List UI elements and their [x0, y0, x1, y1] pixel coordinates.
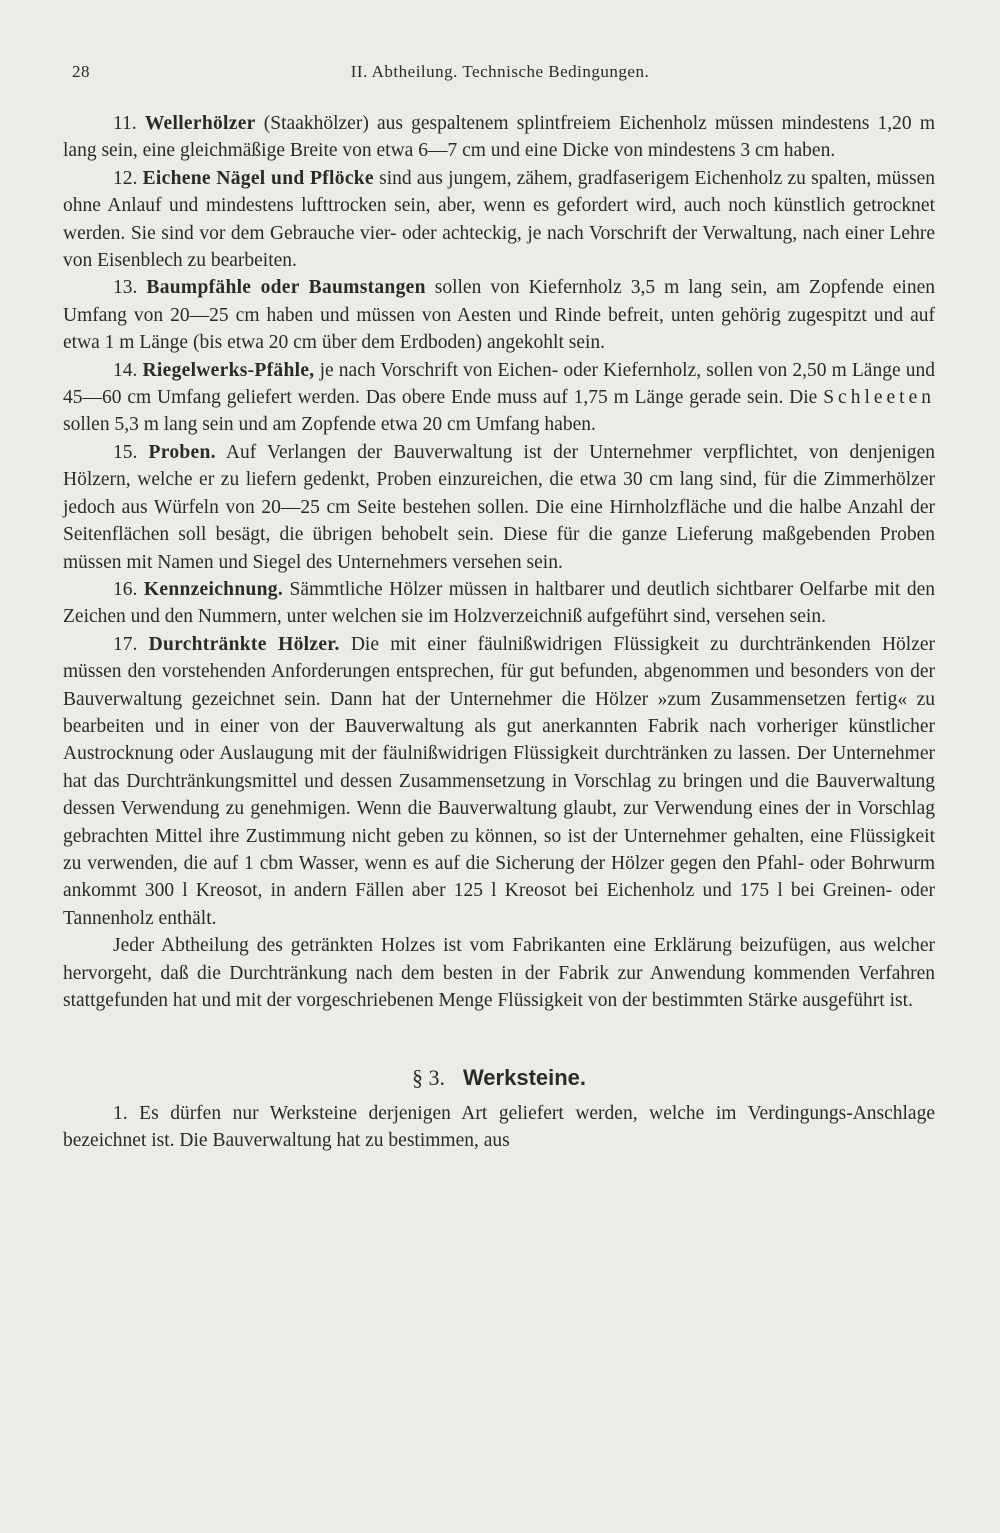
paragraph-15	[63, 439, 935, 576]
paragraph-17-continuation	[63, 932, 935, 1014]
running-title: II. Abtheilung. Technische Bedingungen.	[350, 62, 650, 81]
item-text: je nach Vorschrift von Eichen- oder Kiefernholz, sollen von 2,50 m Länge und 45—60 cm Umfang geliefert werden. Das obere Ende muss auf 1,75 m Länge gerade sein. Die	[63, 359, 936, 409]
item-text: Es dürfen nur Werksteine derjenigen Art geliefert werden, welche im Verdingungs-Anschlage bezeichnet ist. Die Bauverwaltung hat zu bestimmen, aus	[63, 1102, 935, 1152]
item-text: sind aus jungem, zähem, gradfaserigem Eichenholz zu spalten, müssen ohne Anlauf und mindestens lufttrocken sein, aber, wenn es gefordert wird, auch noch künstlich getrocknet werden. Sie sind vor dem Gebrauche vier- oder achteckig, je nach Vorschrift der Verwaltung, nach einer Lehre von Eisenblech zu bearbeiten.	[63, 167, 935, 272]
item-number: 17.	[113, 633, 138, 655]
page-number: 28	[72, 62, 90, 81]
section-title: Werksteine.	[462, 1065, 587, 1091]
paragraph-14	[63, 357, 935, 439]
item-number: 1.	[113, 1102, 128, 1124]
item-heading: Riegelwerks-Pfähle,	[142, 359, 315, 381]
item-text: Auf Verlangen der Bauverwaltung ist der Unternehmer verpflichtet, von denjenigen Hölzern, welche er zu liefern gedenkt, Proben einzureichen, die etwa 30 cm lang sind, für die Zimmerhölzer jedoch aus Würfeln von 20—25 cm Seite bestehen sollen. Die eine Hirnholzfläche und die halbe Anzahl der Seitenflächen soll besägt, die übrigen behobelt sein. Diese für die ganze Lieferung maßgebenden Proben müssen mit Namen und Siegel des Unternehmers versehen sein.	[63, 441, 936, 573]
section-heading	[63, 1064, 935, 1091]
paragraph-12	[63, 165, 935, 275]
item-text: Jeder Abtheilung des getränkten Holzes ist vom Fabrikanten eine Erklärung beizufügen, aus welcher hervorgeht, daß die Durchtränkung nach dem besten in der Fabrik zur Anwendung kommenden Verfahren stattgefunden hat und mit der vorgeschriebenen Menge Flüssigkeit von der bestimmten Stärke ausgeführt ist.	[63, 935, 935, 1011]
spaced-term: Schleeten	[823, 387, 935, 409]
item-heading: Baumpfähle oder Baumstangen	[146, 277, 426, 299]
document-body	[63, 110, 935, 1155]
paragraph-17	[63, 631, 935, 932]
item-text: Sämmtliche Hölzer müssen in haltbarer und deutlich sichtbarer Oelfarbe mit den Zeichen und den Nummern, unter welchen sie im Holzverzeichniß aufgeführt sind, versehen sein.	[63, 578, 936, 628]
item-heading: Durchtränkte Hölzer.	[148, 633, 340, 655]
page-header	[72, 62, 928, 86]
section-paragraph-1	[63, 1100, 935, 1155]
item-heading: Wellerhölzer	[144, 113, 256, 134]
item-text: sollen von Kiefernholz 3,5 m lang sein, am Zopfende einen Umfang von 20—25 cm haben und müssen von Aesten und Rinde befreit, unten gehörig zugespitzt und auf etwa 1 m Länge (bis etwa 20 cm über dem Erdboden) angekohlt sein.	[63, 277, 936, 354]
item-number: 16.	[113, 578, 138, 600]
item-heading: Kennzeichnung.	[143, 578, 283, 600]
item-text: sollen 5,3 m lang sein und am Zopfende etwa 20 cm Umfang haben.	[63, 414, 596, 436]
item-number: 12.	[113, 167, 138, 189]
paragraph-16	[63, 576, 935, 631]
paragraph-13	[63, 274, 935, 356]
paragraph-11	[63, 110, 935, 165]
item-text: Die mit einer fäulnißwidrigen Flüssigkeit zu durchtränkenden Hölzer müssen den vorstehenden Anforderungen entsprechen, für gut befunden, abgenommen und besonders von der Bauverwaltung gezeichnet sein. Dann hat der Unternehmer die Hölzer »zum Zusammensetzen fertig« zu bearbeiten und in einer von der Bauverwaltung als gut anerkannten Fabrik nach vorheriger künstlicher Austrocknung oder Auslaugung mit der fäulnißwidrigen Flüssigkeit durchtränken zu lassen. Der Unternehmer hat das Durchtränkungsmittel und dessen Zusammensetzung in Vorschlag zu bringen und die Bauverwaltung dessen Verwendung zu genehmigen. Wenn die Bauverwaltung glaubt, zur Verwendung eines der in Vorschlag gebrachten Mittel ihre Zustimmung nicht geben zu können, so ist der Unternehmer gehalten, eine Flüssigkeit zu verwenden, die auf 1 cbm Wasser, wenn es auf die Sicherung der Hölzer gegen den Pfahl- oder Bohrwurm ankommt 300 l Kreosot, in andern Fällen aber 125 l Kreosot bei Eichenholz und 175 l bei Greinen- oder Tannenholz enthält.	[63, 633, 936, 929]
item-heading: Proben.	[148, 441, 216, 463]
item-heading: Eichene Nägel und Pflöcke	[142, 167, 374, 189]
item-number: 11.	[113, 113, 137, 134]
item-number: 14.	[113, 359, 138, 381]
section-number: § 3.	[411, 1065, 445, 1091]
item-text: (Staakhölzer) aus gespaltenem splintfreiem Eichenholz müssen mindestens 1,20 m lang sein, eine gleichmäßige Breite von etwa 6—7 cm und eine Dicke von mindestens 3 cm haben.	[63, 113, 935, 162]
item-number: 15.	[113, 441, 138, 463]
item-number: 13.	[113, 277, 138, 299]
